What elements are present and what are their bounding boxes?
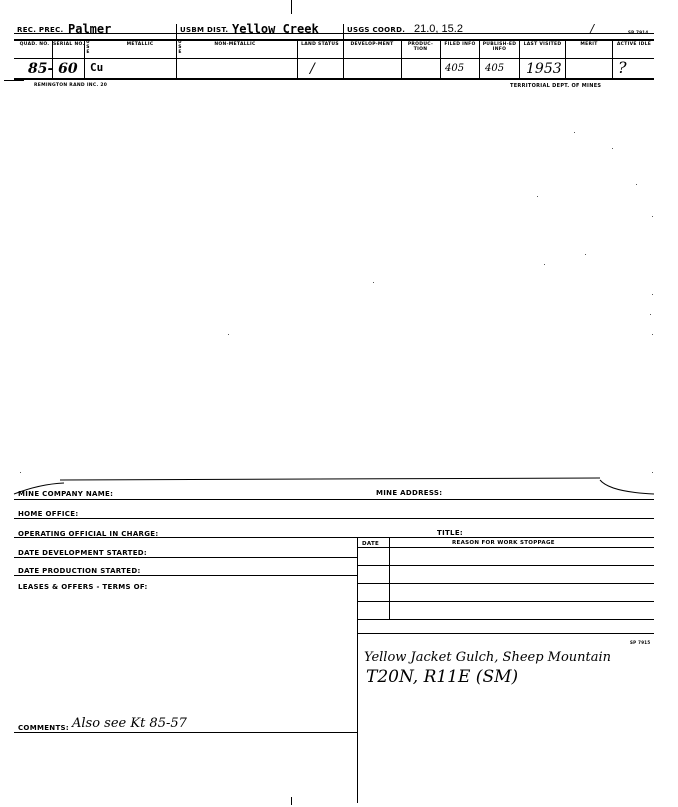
published-info-value: 405 xyxy=(485,63,505,74)
rec-prec-value: Palmer xyxy=(68,22,112,36)
usbm-dist-label: USBM DIST. xyxy=(180,26,229,34)
metallic-header: METALLIC xyxy=(126,42,154,47)
use-letters-metallic: U S E xyxy=(86,40,90,55)
location-note-line2: T20N, R11E (SM) xyxy=(366,667,519,687)
home-office-label: HOME OFFICE: xyxy=(18,510,79,518)
card-maker-label: REMINGTON RAND INC. 20 xyxy=(34,83,108,88)
date-column-header: DATE xyxy=(362,541,380,547)
date-production-label: DATE PRODUCTION STARTED: xyxy=(18,567,141,575)
check-mark: / xyxy=(590,22,595,36)
department-label: TERRITORIAL DEPT. OF MINES xyxy=(510,83,602,89)
usgs-coord-label: USGS COORD. xyxy=(347,26,406,34)
land-status-mark: / xyxy=(310,61,315,77)
sp-7915-mark: SP 7915 xyxy=(630,640,651,645)
active-idle-mark: ? xyxy=(618,58,627,77)
last-visited-value: 1953 xyxy=(526,61,562,77)
operating-official-label: OPERATING OFFICIAL IN CHARGE: xyxy=(18,530,159,538)
usbm-dist-value: Yellow Creek xyxy=(232,22,319,36)
sp-7914-mark: SP 7914 xyxy=(628,30,649,35)
date-development-label: DATE DEVELOPMENT STARTED: xyxy=(18,549,148,557)
title-label: TITLE: xyxy=(437,529,463,537)
leases-offers-label: LEASES & OFFERS - TERMS OF: xyxy=(18,583,148,591)
rec-prec-label: REC. PREC. xyxy=(17,26,64,34)
mine-form xyxy=(0,470,678,807)
production-header: PRODUC-TION xyxy=(407,42,434,52)
merit-header: MERIT xyxy=(580,42,598,47)
filed-info-value: 405 xyxy=(445,63,465,74)
comments-label: COMMENTS: xyxy=(18,724,69,732)
active-idle-header: ACTIVE IDLE xyxy=(616,42,652,47)
record-card xyxy=(0,0,678,100)
usgs-coord-value: 21.0, 15.2 xyxy=(414,23,463,35)
mine-address-label: MINE ADDRESS: xyxy=(376,489,443,497)
land-status-header: LAND STATUS xyxy=(301,42,339,47)
quad-serial-value: 85- 60 xyxy=(28,61,78,77)
use-letters-nonmetallic: U S E xyxy=(178,40,182,55)
metallic-value: Cu xyxy=(90,61,104,74)
reason-column-header: REASON FOR WORK STOPPAGE xyxy=(452,540,555,546)
location-note-line1: Yellow Jacket Gulch, Sheep Mountain xyxy=(364,650,612,665)
development-header: DEVELOP-MENT xyxy=(350,42,394,47)
serial-no-header: SERIAL NO. xyxy=(53,42,85,47)
filed-info-header: FILED INFO xyxy=(444,42,476,47)
mine-company-name-label: MINE COMPANY NAME: xyxy=(18,490,114,498)
quad-no-header: QUAD. NO. xyxy=(19,42,50,47)
last-visited-header: LAST VISITED xyxy=(523,42,562,47)
published-info-header: PUBLISH-ED INFO xyxy=(482,42,517,52)
comments-value: Also see Kt 85-57 xyxy=(72,716,187,731)
registration-tick xyxy=(291,0,292,14)
non-metallic-header: NON-METALLIC xyxy=(214,42,256,47)
bottom-registration-tick xyxy=(291,797,292,805)
